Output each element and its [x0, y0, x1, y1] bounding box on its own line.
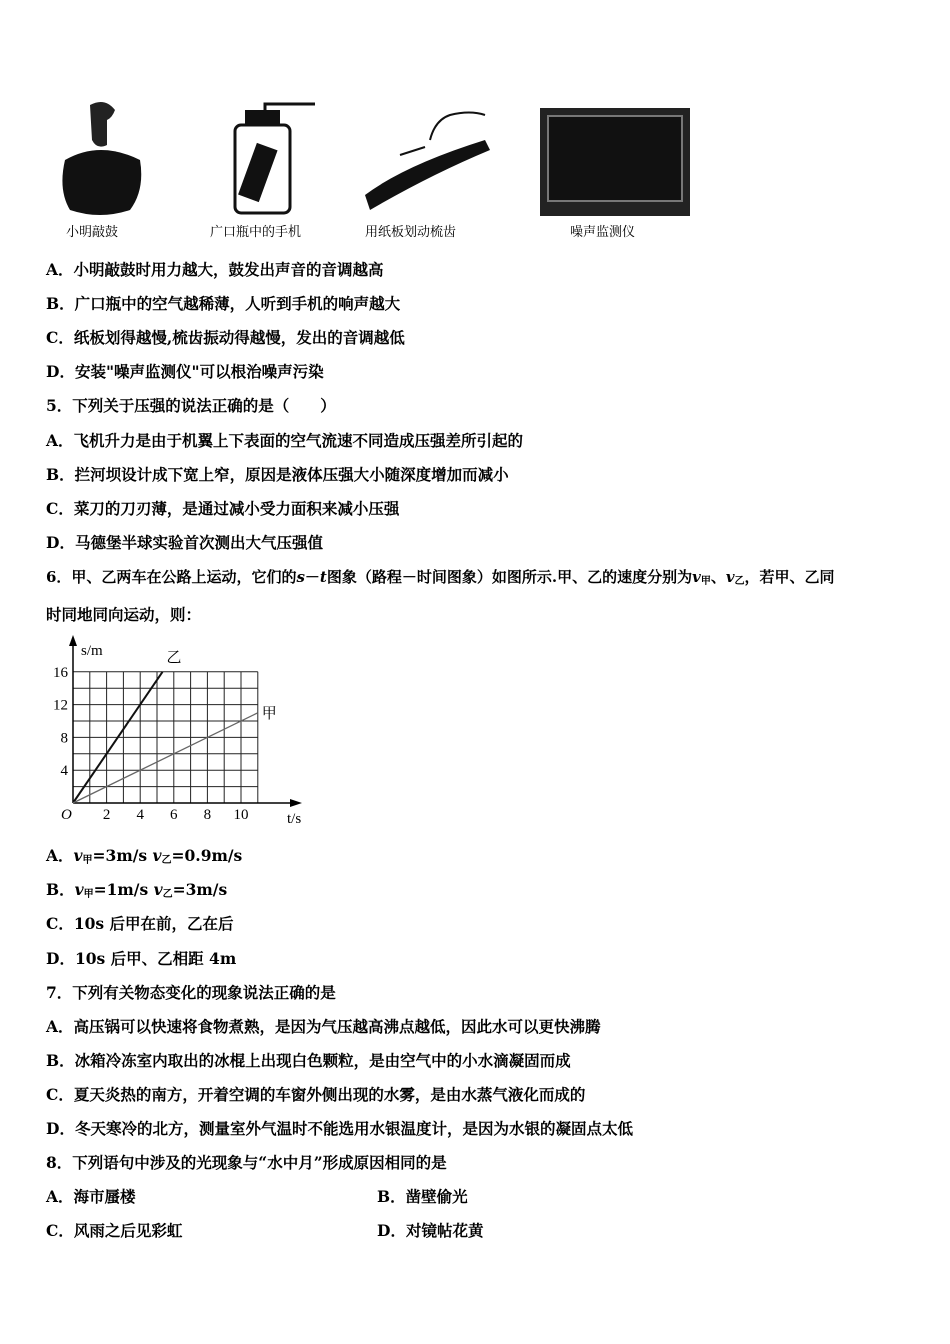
q7-option-b: B．冰箱冷冻室内取出的冰棍上出现白色颗粒，是由空气中的小水滴凝固而成 — [46, 1051, 571, 1070]
q8-stem: 8．下列语句中涉及的光现象与“水中月”形成原因相同的是 — [46, 1153, 447, 1172]
q6-stem-line2: 时同地同向运动，则： — [46, 605, 202, 624]
q5-option-c: C．菜刀的刀刃薄，是通过减小受力面积来减小压强 — [46, 499, 400, 518]
q8-option-a: A．海市蜃楼 — [46, 1187, 136, 1206]
x-axis-label: t/s — [287, 811, 302, 827]
q7-stem: 7．下列有关物态变化的现象说法正确的是 — [46, 983, 336, 1002]
origin-label: O — [61, 807, 72, 823]
y-tick-label: 16 — [53, 664, 68, 681]
q7-option-a: A．高压锅可以快速将食物煮熟，是因为气压越高沸点越低，因此水可以更快沸腾 — [46, 1017, 601, 1036]
series-line-jia — [73, 713, 258, 803]
q6-option-d: D．10s 后甲、乙相距 4m — [46, 949, 237, 968]
q6-stem: 6．甲、乙两车在公路上运动，它们的s－t图象（路程－时间图象）如图所示.甲、乙的速度分别为$v_甲$、$v_乙$，若甲、乙同 — [46, 568, 835, 587]
series-label-jia: 甲 — [261, 703, 277, 722]
y-axis-arrow — [69, 635, 77, 646]
series-label-yi: 乙 — [166, 647, 182, 666]
q6-option-b: B．$v_甲=1m/s$ $v_乙=3m/s$ — [46, 880, 228, 900]
drum-illustration — [60, 100, 150, 215]
q4-option-c: C．纸板划得越慢,梳齿振动得越慢，发出的音调越低 — [46, 328, 405, 347]
q8-option-c: C．风雨之后见彩虹 — [46, 1221, 183, 1240]
q8-option-d: D．对镜帖花黄 — [377, 1221, 484, 1240]
q5-stem: 5．下列关于压强的说法正确的是（ ） — [46, 396, 336, 415]
x-tick-label: 8 — [203, 807, 212, 823]
y-axis-label: s/m — [81, 643, 103, 659]
q5-option-d: D．马德堡半球实验首次测出大气压强值 — [46, 533, 323, 552]
x-tick-label: 4 — [136, 807, 144, 823]
q7-option-c: C．夏天炎热的南方，开着空调的车窗外侧出现的水雾，是由水蒸气液化而成的 — [46, 1085, 586, 1104]
q5-option-a: A．飞机升力是由于机翼上下表面的空气流速不同造成压强差所引起的 — [46, 431, 524, 450]
x-axis-arrow — [290, 799, 302, 807]
y-tick-label: 4 — [60, 763, 68, 780]
q6-option-a: A．$v_甲=3m/s$ $v_乙=0.9m/s$ — [46, 846, 243, 866]
bottle-phone-illustration — [225, 100, 320, 215]
q8-option-b: B．凿壁偷光 — [377, 1187, 468, 1206]
comb-illustration — [360, 110, 495, 210]
q6-option-c: C．10s 后甲在前，乙在后 — [46, 914, 234, 933]
q4-option-a: A．小明敲鼓时用力越大，鼓发出声音的音调越高 — [46, 260, 384, 279]
caption-drum: 小明敲鼓 — [66, 225, 119, 240]
st-graph — [40, 630, 330, 830]
noise-monitor-illustration — [540, 108, 690, 216]
caption-comb: 用纸板划动梳齿 — [365, 225, 457, 240]
caption-monitor: 噪声监测仪 — [570, 225, 636, 240]
x-tick-label: 6 — [170, 807, 178, 823]
y-tick-label: 12 — [53, 697, 68, 714]
q7-option-d: D．冬天寒冷的北方，测量室外气温时不能选用水银温度计，是因为水银的凝固点太低 — [46, 1119, 633, 1138]
q4-option-d: D．安装"噪声监测仪"可以根治噪声污染 — [46, 362, 324, 381]
x-tick-label: 2 — [102, 807, 111, 823]
y-tick-label: 8 — [60, 730, 68, 747]
caption-bottle: 广口瓶中的手机 — [210, 225, 302, 240]
q4-option-b: B．广口瓶中的空气越稀薄，人听到手机的响声越大 — [46, 294, 401, 313]
q5-option-b: B．拦河坝设计成下宽上窄，原因是液体压强大小随深度增加而减小 — [46, 465, 509, 484]
x-tick-label: 10 — [233, 807, 249, 823]
